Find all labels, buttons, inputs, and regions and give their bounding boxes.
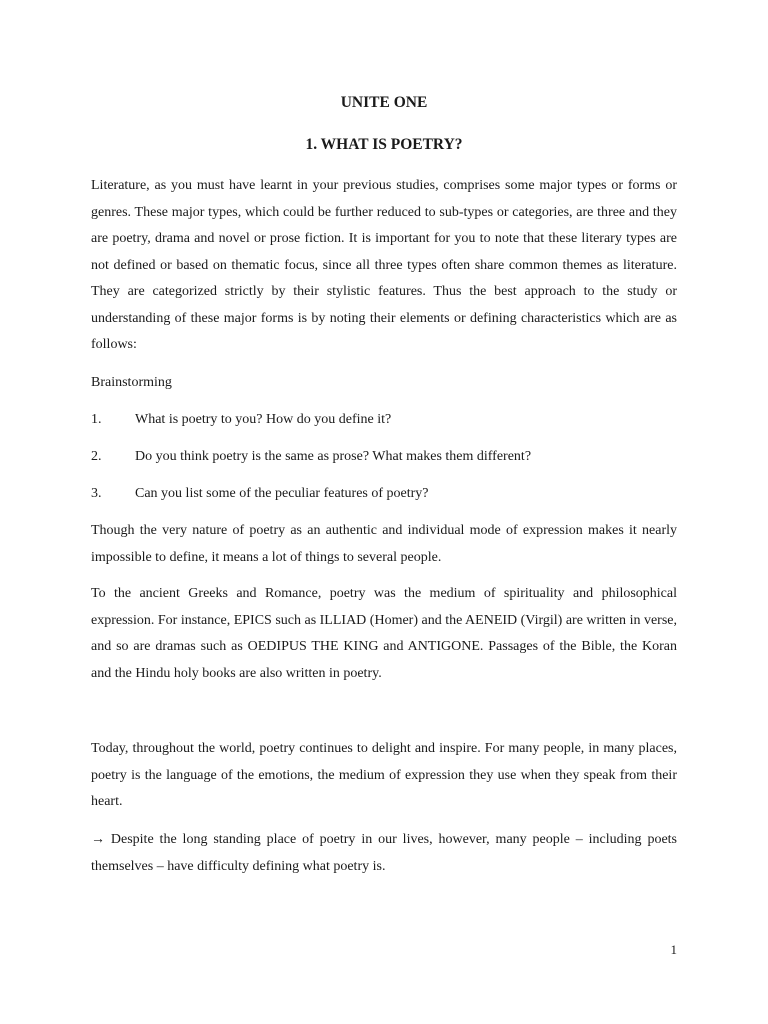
question-number: 1.: [91, 412, 102, 427]
definition-paragraph: Though the very nature of poetry as an authentic and individual mode of expression makes it nearly impossible to define, it means a lot of things to several people.: [91, 523, 677, 565]
chapter-heading: 1. WHAT IS POETRY?: [305, 136, 463, 153]
despite-paragraph: → Despite the long standing place of poetry in our lives, however, many people – including poets themselves – have difficulty defining what poetry is.: [91, 832, 677, 874]
question-number: 2.: [91, 449, 102, 464]
ancient-paragraph: To the ancient Greeks and Romance, poetry was the medium of spirituality and philosophical expression. For instance, EPICS such as ILLIAD (Homer) and the AENEID (Virgil) are written in verse, and so are dramas such as OEDIPUS THE KING and ANTIGONE. Passages of the Bible, the Koran and the Hindu holy books are also written in poetry.: [91, 586, 677, 681]
question-text: Do you think poetry is the same as prose? What makes them different?: [135, 449, 532, 464]
unit-heading: UNITE ONE: [340, 94, 428, 111]
question-text: Can you list some of the peculiar features of poetry?: [135, 486, 429, 501]
today-paragraph: Today, throughout the world, poetry continues to delight and inspire. For many people, in many places, poetry is the language of the emotions, the medium of expression they use when they speak from their heart.: [91, 741, 677, 809]
question-item-1: [91, 410, 677, 430]
question-text: What is poetry to you? How do you define it?: [135, 412, 392, 427]
question-item-3: [91, 484, 677, 504]
question-item-2: [91, 447, 677, 467]
intro-paragraph: Literature, as you must have learnt in your previous studies, comprises some major types or forms or genres. These major types, which could be further reduced to sub-types or categories, are three and they are poetry, drama and novel or prose fiction. It is important for you to note that these literary types are not defined or based on thematic focus, since all three types often share common themes as literature. They are categorized strictly by their stylistic features. Thus the best approach to the study or understanding of these major forms is by noting their elements or defining characteristics which are as follows:: [91, 178, 677, 352]
brainstorming-label: Brainstorming: [91, 375, 172, 390]
page-number: 1: [670, 942, 677, 957]
question-number: 3.: [91, 486, 102, 501]
